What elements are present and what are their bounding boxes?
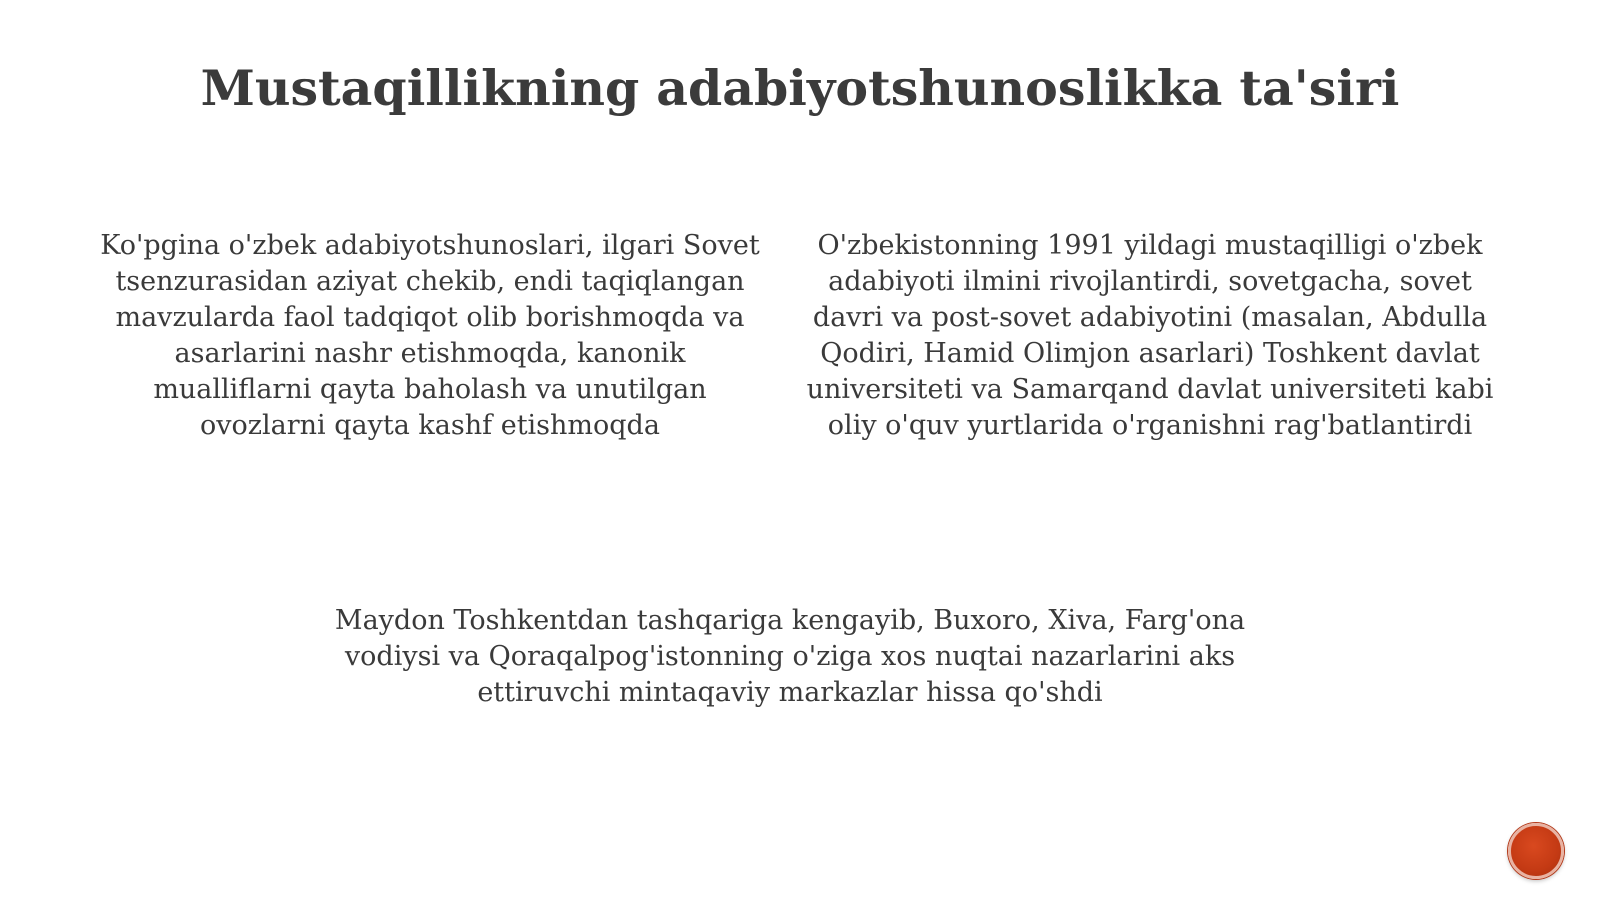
slide-title: Mustaqillikning adabiyotshunoslikka ta'siri	[200, 59, 1400, 117]
slide-nav-button[interactable]	[1508, 823, 1564, 879]
paragraph-right: O'zbekistonning 1991 yildagi mustaqilligi o'zbek adabiyoti ilmini rivojlantirdi, sovetgacha, sovet davri va post-sovet adabiyotini (masalan, Abdulla Qodiri, Hamid Olimjon asarlari) Toshkent davlat universiteti va Samarqand davlat universiteti kabi oliy o'quv yurtlarida o'rganishni rag'batlantirdi	[806, 230, 1494, 441]
paragraph-bottom: Maydon Toshkentdan tashqariga kengayib, Buxoro, Xiva, Farg'ona vodiysi va Qoraqalpog'istonning o'ziga xos nuqtai nazarlarini aks ettiruvchi mintaqaviy markazlar hissa qo'shdi	[334, 605, 1246, 708]
paragraph-left: Ko'pgina o'zbek adabiyotshunoslari, ilgari Sovet tsenzurasidan aziyat chekib, endi taqiqlangan mavzularda faol tadqiqot olib borishmoqda va asarlarini nashr etishmoqda, kanonik mualliflarni qayta baholash va unutilgan ovozlarni qayta kashf etishmoqda	[100, 230, 760, 441]
